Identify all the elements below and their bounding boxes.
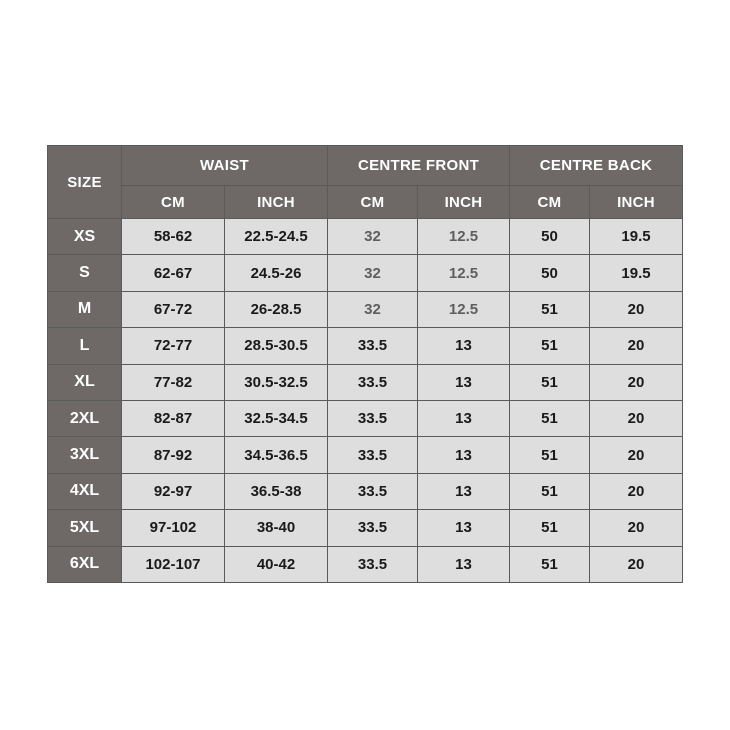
size-label: 6XL: [48, 546, 122, 582]
table-cell: 20: [590, 328, 683, 364]
table-cell: 32.5-34.5: [225, 400, 328, 436]
table-cell: 33.5: [328, 400, 418, 436]
table-cell: 13: [418, 510, 510, 546]
table-cell: 82-87: [122, 400, 225, 436]
table-cell: 12.5: [418, 291, 510, 327]
table-cell: 20: [590, 400, 683, 436]
table-cell: 50: [510, 255, 590, 291]
table-cell: 28.5-30.5: [225, 328, 328, 364]
table-cell: 36.5-38: [225, 473, 328, 509]
table-cell: 87-92: [122, 437, 225, 473]
unit-header-front-inch: INCH: [418, 186, 510, 219]
size-label: S: [48, 255, 122, 291]
table-cell: 19.5: [590, 255, 683, 291]
table-cell: 50: [510, 219, 590, 255]
table-cell: 19.5: [590, 219, 683, 255]
table-cell: 20: [590, 291, 683, 327]
table-cell: 13: [418, 473, 510, 509]
table-cell: 97-102: [122, 510, 225, 546]
table-row: [48, 291, 683, 327]
table-body: [48, 219, 683, 583]
unit-header-waist-cm: CM: [122, 186, 225, 219]
table-cell: 20: [590, 473, 683, 509]
table-row: [48, 255, 683, 291]
table-cell: 33.5: [328, 473, 418, 509]
table-cell: 32: [328, 291, 418, 327]
table-cell: 51: [510, 364, 590, 400]
unit-header-front-cm: CM: [328, 186, 418, 219]
table-cell: 13: [418, 328, 510, 364]
table-cell: 33.5: [328, 510, 418, 546]
table-row: [48, 473, 683, 509]
table-row: [48, 364, 683, 400]
table-cell: 51: [510, 473, 590, 509]
table-cell: 32: [328, 219, 418, 255]
table-cell: 58-62: [122, 219, 225, 255]
table-cell: 13: [418, 364, 510, 400]
table-row: [48, 328, 683, 364]
table-header: [48, 146, 683, 219]
table-cell: 24.5-26: [225, 255, 328, 291]
size-label: XL: [48, 364, 122, 400]
table-cell: 51: [510, 437, 590, 473]
table-row: [48, 510, 683, 546]
size-header: SIZE: [48, 146, 122, 219]
table-cell: 51: [510, 291, 590, 327]
table-cell: 20: [590, 546, 683, 582]
size-label: M: [48, 291, 122, 327]
unit-header-waist-inch: INCH: [225, 186, 328, 219]
table-cell: 38-40: [225, 510, 328, 546]
table-cell: 92-97: [122, 473, 225, 509]
group-header-centre-front: CENTRE FRONT: [328, 146, 510, 186]
table-cell: 33.5: [328, 437, 418, 473]
size-label: 4XL: [48, 473, 122, 509]
header-row-units: [48, 186, 683, 219]
table-cell: 34.5-36.5: [225, 437, 328, 473]
table-cell: 40-42: [225, 546, 328, 582]
table-cell: 51: [510, 400, 590, 436]
size-chart-table: [47, 145, 683, 583]
table-cell: 67-72: [122, 291, 225, 327]
size-label: 5XL: [48, 510, 122, 546]
unit-header-back-cm: CM: [510, 186, 590, 219]
table-cell: 13: [418, 437, 510, 473]
table-cell: 26-28.5: [225, 291, 328, 327]
table-cell: 33.5: [328, 328, 418, 364]
group-header-centre-back: CENTRE BACK: [510, 146, 683, 186]
table-cell: 20: [590, 364, 683, 400]
table-cell: 20: [590, 437, 683, 473]
table-cell: 51: [510, 546, 590, 582]
table-cell: 13: [418, 400, 510, 436]
size-label: 3XL: [48, 437, 122, 473]
table-cell: 33.5: [328, 364, 418, 400]
table-row: [48, 437, 683, 473]
header-row-groups: [48, 146, 683, 186]
table-cell: 77-82: [122, 364, 225, 400]
table-cell: 72-77: [122, 328, 225, 364]
table-cell: 62-67: [122, 255, 225, 291]
table-row: [48, 546, 683, 582]
table-cell: 32: [328, 255, 418, 291]
table-cell: 22.5-24.5: [225, 219, 328, 255]
table-cell: 20: [590, 510, 683, 546]
size-label: XS: [48, 219, 122, 255]
size-label: 2XL: [48, 400, 122, 436]
unit-header-back-inch: INCH: [590, 186, 683, 219]
table-cell: 12.5: [418, 219, 510, 255]
table-cell: 12.5: [418, 255, 510, 291]
table-row: [48, 219, 683, 255]
table-cell: 51: [510, 510, 590, 546]
table-cell: 13: [418, 546, 510, 582]
table-cell: 33.5: [328, 546, 418, 582]
table-cell: 30.5-32.5: [225, 364, 328, 400]
table-cell: 102-107: [122, 546, 225, 582]
table-row: [48, 400, 683, 436]
group-header-waist: WAIST: [122, 146, 328, 186]
table-cell: 51: [510, 328, 590, 364]
size-label: L: [48, 328, 122, 364]
